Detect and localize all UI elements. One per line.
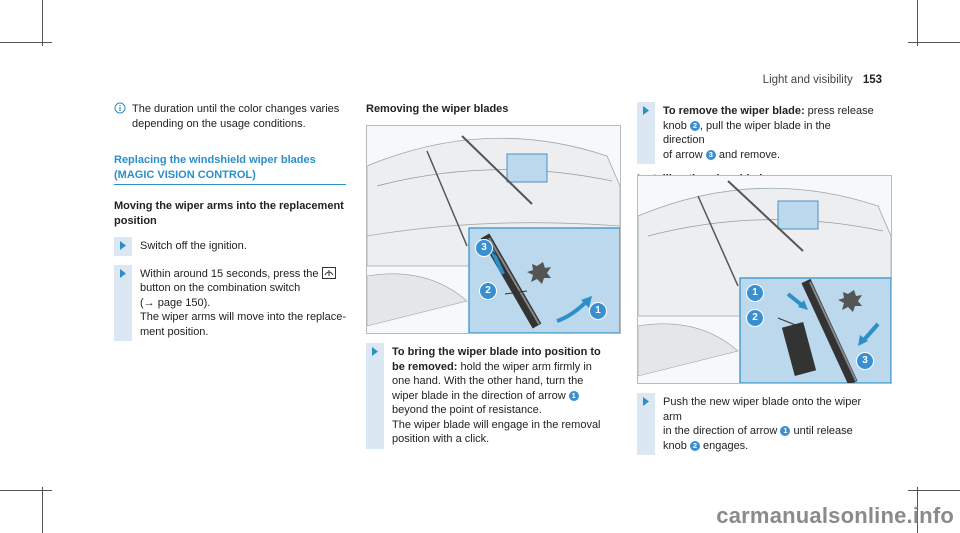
column-right: [637, 102, 872, 187]
instruction-step: [114, 237, 352, 256]
instruction-step: [637, 102, 875, 164]
step-text-part: The wiper blade will engage in the removal: [392, 418, 601, 431]
step-text-part: and remove.: [715, 148, 781, 161]
watermark: carmanualsonline.info: [716, 503, 954, 528]
step-text-part: knob: [663, 119, 687, 132]
callout-2: 2: [746, 309, 764, 327]
column-middle: [366, 102, 601, 117]
crop-mark: [42, 487, 43, 533]
step-heading: To remove the wiper blade:: [663, 105, 805, 117]
wiper-switch-icon: [322, 267, 336, 279]
step-text-part: Within around 15 seconds, press the: [140, 267, 319, 280]
page-number: 153: [862, 74, 882, 86]
column-middle-steps: [366, 343, 601, 449]
step-text-part: The wiper arms will move into the replace-: [140, 311, 347, 324]
step-text-part: one hand. With the other hand, turn the: [392, 375, 584, 388]
subsection-title-line: position: [114, 214, 157, 227]
step-heading: be removed:: [392, 360, 458, 373]
page-reference-link[interactable]: (→ page 150).: [140, 296, 211, 309]
badge-1: 1: [569, 391, 579, 401]
step-text: Switch off the ignition.: [132, 237, 352, 256]
illustration-removing-blade: [366, 125, 621, 334]
badge-3: 3: [706, 150, 716, 160]
crop-mark: [908, 42, 960, 43]
triangle-bullet-icon: [371, 347, 379, 356]
note-text: The duration until the color changes varies depending on the usage conditions.: [132, 103, 340, 130]
step-text-part: in the direction of arrow: [663, 425, 778, 438]
badge-2: 2: [690, 121, 700, 131]
running-header: [763, 74, 882, 86]
step-text-part: of arrow: [663, 148, 703, 161]
car-illustration: [638, 176, 891, 383]
column-right-steps: [637, 393, 872, 455]
step-text-part: ment position.: [140, 325, 209, 338]
section-title-line: (MAGIC VISION CONTROL): [114, 168, 256, 181]
step-text: [655, 393, 875, 455]
step-text: [384, 343, 604, 449]
step-text-part: until release: [790, 425, 853, 438]
triangle-bullet-icon: [119, 269, 127, 278]
section-name: Light and visibility: [762, 74, 853, 86]
instruction-step: [366, 343, 604, 449]
subsection-title: [114, 199, 349, 228]
callout-3: 3: [475, 239, 493, 257]
step-text-part: wiper blade in the direction of arrow: [392, 389, 566, 402]
note: [114, 102, 349, 131]
badge-1: 1: [780, 426, 790, 436]
instruction-step: [114, 265, 352, 342]
triangle-bullet-icon: [642, 397, 650, 406]
step-text-part: engages.: [699, 439, 749, 452]
callout-1: 1: [589, 302, 607, 320]
callout-2: 2: [479, 282, 497, 300]
triangle-bullet-icon: [642, 106, 650, 115]
crop-mark: [42, 0, 43, 46]
step-text-part: knob: [663, 439, 687, 452]
callout-3: 3: [856, 352, 874, 370]
step-text-part: Push the new wiper blade onto the wiper arm: [663, 396, 862, 423]
section-title-line: Replacing the windshield wiper blades: [114, 154, 316, 167]
subsection-title: Removing the wiper blades: [366, 103, 509, 115]
info-icon: [114, 102, 126, 114]
badge-2: 2: [690, 441, 700, 451]
step-text-part: press release: [804, 105, 874, 117]
crop-mark: [917, 0, 918, 46]
subsection-title-line: Moving the wiper arms into the replacement: [114, 200, 344, 213]
step-text-part: button on the combination switch: [140, 282, 301, 295]
step-text-part: , pull the wiper blade in the direction: [663, 119, 831, 147]
step-text: [132, 265, 352, 342]
step-text: [655, 102, 875, 164]
car-illustration: [367, 126, 620, 333]
step-text-part: hold the wiper arm firmly in: [457, 360, 592, 373]
illustration-installing-blade: [637, 175, 892, 384]
section-title: [114, 153, 346, 185]
step-text-part: position with a click.: [392, 433, 490, 446]
crop-mark: [908, 490, 960, 491]
crop-mark: [0, 42, 52, 43]
instruction-step: [637, 393, 875, 455]
column-left: [114, 102, 349, 341]
step-text-part: beyond the point of resistance.: [392, 404, 542, 417]
step-heading: To bring the wiper blade into position to: [392, 346, 601, 358]
triangle-bullet-icon: [119, 241, 127, 250]
callout-1: 1: [746, 284, 764, 302]
crop-mark: [0, 490, 52, 491]
